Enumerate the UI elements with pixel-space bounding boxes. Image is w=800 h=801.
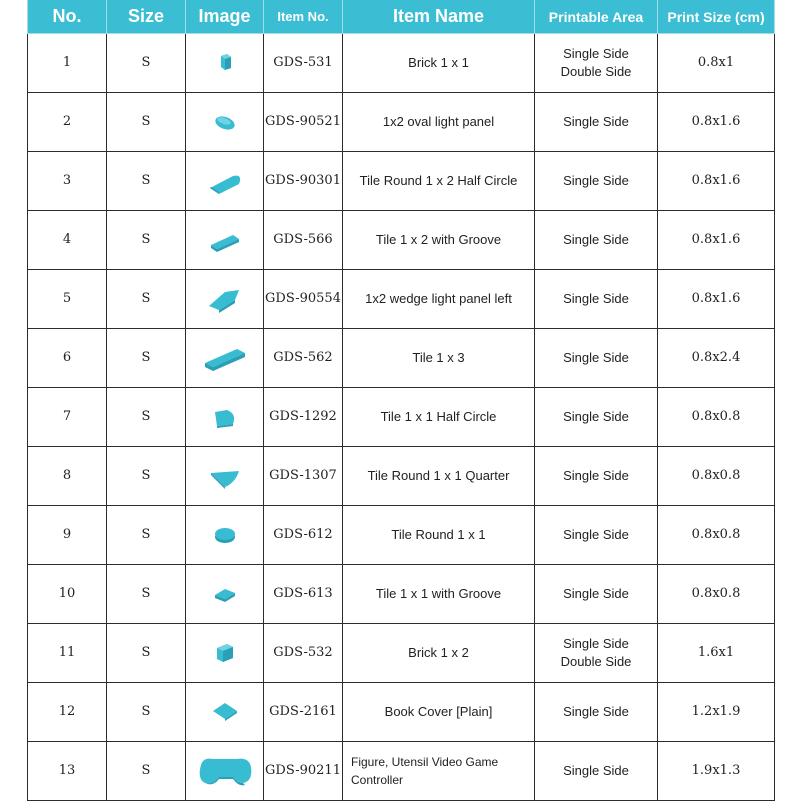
row-item-name: Tile Round 1 x 1 Quarter bbox=[343, 447, 535, 506]
row-image bbox=[186, 93, 264, 152]
row-image bbox=[186, 152, 264, 211]
row-item-name: Tile Round 1 x 2 Half Circle bbox=[343, 152, 535, 211]
row-size: S bbox=[107, 211, 186, 270]
row-item-no: GDS-532 bbox=[264, 624, 343, 683]
row-image bbox=[186, 742, 264, 801]
row-item-name: Tile 1 x 3 bbox=[343, 329, 535, 388]
row-item-name: Tile 1 x 1 Half Circle bbox=[343, 388, 535, 447]
table-body bbox=[28, 34, 775, 801]
row-size: S bbox=[107, 506, 186, 565]
header-image: Image bbox=[186, 0, 264, 34]
row-item-name: Tile Round 1 x 1 bbox=[343, 506, 535, 565]
row-item-no: GDS-531 bbox=[264, 34, 343, 93]
table-row bbox=[28, 624, 775, 683]
row-number: 3 bbox=[28, 152, 107, 211]
row-print-size: 0.8x1.6 bbox=[658, 270, 775, 329]
row-item-no: GDS-566 bbox=[264, 211, 343, 270]
row-image bbox=[186, 388, 264, 447]
row-number: 6 bbox=[28, 329, 107, 388]
row-number: 9 bbox=[28, 506, 107, 565]
table-row bbox=[28, 742, 775, 801]
row-item-no: GDS-90554 bbox=[264, 270, 343, 329]
header-print-size: Print Size (cm) bbox=[658, 0, 775, 34]
row-item-name: 1x2 oval light panel bbox=[343, 93, 535, 152]
row-size: S bbox=[107, 329, 186, 388]
product-spec-table bbox=[27, 0, 775, 801]
row-print-size: 0.8x1.6 bbox=[658, 211, 775, 270]
row-number: 4 bbox=[28, 211, 107, 270]
tile-1x1-groove-icon bbox=[186, 579, 263, 609]
row-size: S bbox=[107, 565, 186, 624]
brick-1x1-icon bbox=[186, 48, 263, 78]
tile-1x2-groove-icon bbox=[186, 225, 263, 255]
row-item-no: GDS-562 bbox=[264, 329, 343, 388]
row-image bbox=[186, 624, 264, 683]
row-number: 13 bbox=[28, 742, 107, 801]
row-item-no: GDS-613 bbox=[264, 565, 343, 624]
row-item-name: Brick 1 x 1 bbox=[343, 34, 535, 93]
row-printable-area: Single Side Double Side bbox=[535, 34, 658, 93]
row-size: S bbox=[107, 683, 186, 742]
row-image bbox=[186, 34, 264, 93]
row-item-name: Tile 1 x 1 with Groove bbox=[343, 565, 535, 624]
table-row bbox=[28, 329, 775, 388]
row-print-size: 1.9x1.3 bbox=[658, 742, 775, 801]
game-controller-icon bbox=[186, 749, 263, 793]
row-printable-area: Single Side bbox=[535, 388, 658, 447]
row-image bbox=[186, 329, 264, 388]
row-item-name: Book Cover [Plain] bbox=[343, 683, 535, 742]
row-item-no: GDS-90521 bbox=[264, 93, 343, 152]
row-item-name: 1x2 wedge light panel left bbox=[343, 270, 535, 329]
row-print-size: 0.8x0.8 bbox=[658, 506, 775, 565]
row-image bbox=[186, 565, 264, 624]
row-number: 7 bbox=[28, 388, 107, 447]
row-printable-area: Single Side bbox=[535, 447, 658, 506]
row-print-size: 0.8x1.6 bbox=[658, 93, 775, 152]
row-image bbox=[186, 506, 264, 565]
row-size: S bbox=[107, 388, 186, 447]
row-item-no: GDS-90211 bbox=[264, 742, 343, 801]
table-row bbox=[28, 683, 775, 742]
row-number: 5 bbox=[28, 270, 107, 329]
row-printable-area: Single Side bbox=[535, 152, 658, 211]
row-size: S bbox=[107, 152, 186, 211]
oval-light-panel-icon bbox=[186, 107, 263, 137]
row-image bbox=[186, 211, 264, 270]
table-header-row bbox=[28, 0, 775, 34]
row-size: S bbox=[107, 624, 186, 683]
row-number: 1 bbox=[28, 34, 107, 93]
row-printable-area: Single Side bbox=[535, 742, 658, 801]
row-item-name: Tile 1 x 2 with Groove bbox=[343, 211, 535, 270]
tile-round-quarter-icon bbox=[186, 461, 263, 491]
row-printable-area: Single Side bbox=[535, 565, 658, 624]
row-image bbox=[186, 683, 264, 742]
tile-1x1-half-circle-icon bbox=[186, 402, 263, 432]
header-item-no: Item No. bbox=[264, 0, 343, 34]
header-no: No. bbox=[28, 0, 107, 34]
row-item-name: Brick 1 x 2 bbox=[343, 624, 535, 683]
wedge-light-panel-icon bbox=[186, 284, 263, 314]
header-printable-area: Printable Area bbox=[535, 0, 658, 34]
table-row bbox=[28, 211, 775, 270]
row-print-size: 0.8x2.4 bbox=[658, 329, 775, 388]
row-image bbox=[186, 447, 264, 506]
row-item-no: GDS-1292 bbox=[264, 388, 343, 447]
row-printable-area: Single Side bbox=[535, 683, 658, 742]
tile-round-1x1-icon bbox=[186, 520, 263, 550]
row-item-name: Figure, Utensil Video Game Controller bbox=[343, 742, 535, 801]
table-row bbox=[28, 388, 775, 447]
row-size: S bbox=[107, 742, 186, 801]
row-number: 12 bbox=[28, 683, 107, 742]
row-size: S bbox=[107, 270, 186, 329]
row-print-size: 0.8x0.8 bbox=[658, 565, 775, 624]
row-print-size: 0.8x0.8 bbox=[658, 388, 775, 447]
row-item-no: GDS-2161 bbox=[264, 683, 343, 742]
row-number: 8 bbox=[28, 447, 107, 506]
row-printable-area: Single Side bbox=[535, 93, 658, 152]
row-number: 10 bbox=[28, 565, 107, 624]
header-size: Size bbox=[107, 0, 186, 34]
row-printable-area: Single Side bbox=[535, 329, 658, 388]
row-item-no: GDS-1307 bbox=[264, 447, 343, 506]
row-print-size: 0.8x1.6 bbox=[658, 152, 775, 211]
row-print-size: 0.8x1 bbox=[658, 34, 775, 93]
table-row bbox=[28, 506, 775, 565]
brick-1x2-icon bbox=[186, 638, 263, 668]
row-printable-area: Single Side bbox=[535, 211, 658, 270]
row-size: S bbox=[107, 34, 186, 93]
tile-1x3-icon bbox=[186, 343, 263, 373]
row-number: 2 bbox=[28, 93, 107, 152]
row-item-no: GDS-612 bbox=[264, 506, 343, 565]
book-cover-icon bbox=[186, 697, 263, 727]
table-row bbox=[28, 447, 775, 506]
row-printable-area: Single Side Double Side bbox=[535, 624, 658, 683]
row-printable-area: Single Side bbox=[535, 270, 658, 329]
row-item-no: GDS-90301 bbox=[264, 152, 343, 211]
row-size: S bbox=[107, 93, 186, 152]
row-print-size: 1.2x1.9 bbox=[658, 683, 775, 742]
row-print-size: 0.8x0.8 bbox=[658, 447, 775, 506]
table-row bbox=[28, 93, 775, 152]
table-row bbox=[28, 565, 775, 624]
table-row bbox=[28, 270, 775, 329]
table-row bbox=[28, 34, 775, 93]
header-item-name: Item Name bbox=[343, 0, 535, 34]
row-size: S bbox=[107, 447, 186, 506]
row-image bbox=[186, 270, 264, 329]
tile-round-half-circle-icon bbox=[186, 166, 263, 196]
table-row bbox=[28, 152, 775, 211]
row-print-size: 1.6x1 bbox=[658, 624, 775, 683]
row-number: 11 bbox=[28, 624, 107, 683]
row-printable-area: Single Side bbox=[535, 506, 658, 565]
